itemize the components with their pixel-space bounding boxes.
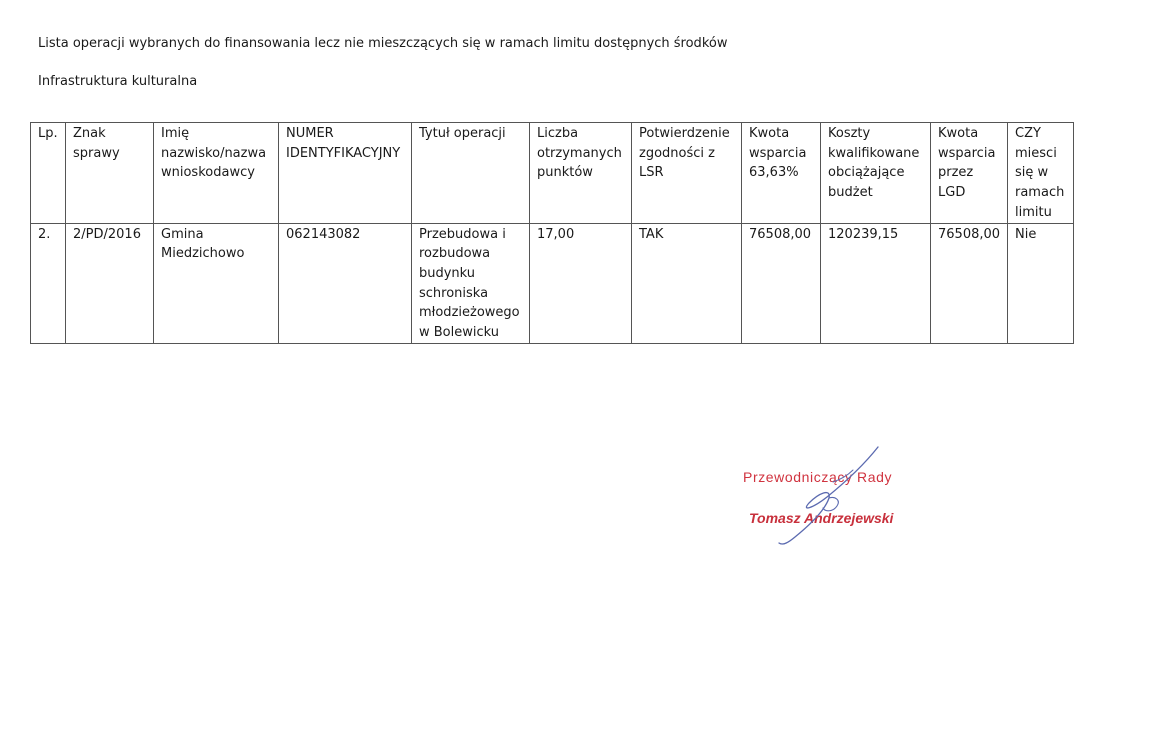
cell-kwota-wsparcia-lgd: 76508,00 [931,223,1008,343]
header-liczba-punktow: Liczba otrzymanych punktów [530,123,632,224]
cell-liczba-punktow: 17,00 [530,223,632,343]
header-wnioskodawca: Imię nazwisko/nazwa wnioskodawcy [154,123,279,224]
cell-koszty-kwalifikowane: 120239,15 [821,223,931,343]
header-tytul-operacji: Tytuł operacji [412,123,530,224]
cell-znak-sprawy: 2/PD/2016 [66,223,154,343]
cell-zgodnosc-lsr: TAK [632,223,742,343]
stamp-name: Tomasz Andrzejewski [749,510,894,526]
header-numer-identyfikacyjny: NUMER IDENTYFIKACYJNY [279,123,412,224]
cell-kwota-wsparcia: 76508,00 [742,223,821,343]
cell-numer-identyfikacyjny: 062143082 [279,223,412,343]
table-row [31,223,1074,343]
cell-wnioskodawca: Gmina Miedzichowo [154,223,279,343]
header-kwota-wsparcia-lgd: Kwota wsparcia przez LGD [931,123,1008,224]
handwritten-signature [735,440,935,550]
cell-lp: 2. [31,223,66,343]
stamp-role: Przewodniczący Rady [743,469,893,485]
document-subtitle: Infrastruktura kulturalna [38,74,198,89]
header-lp: Lp. [31,123,66,224]
cell-w-limicie: Nie [1008,223,1074,343]
header-w-limicie: CZY miesci się w ramach limitu [1008,123,1074,224]
document-title: Lista operacji wybranych do finansowania lecz nie mieszczących się w ramach limitu dostępnych środków [38,36,728,51]
operations-table [30,122,1074,344]
signature-stamp [735,440,935,550]
header-koszty-kwalifikowane: Koszty kwalifikowane obciążające budżet [821,123,931,224]
header-zgodnosc-lsr: Potwierdzenie zgodności z LSR [632,123,742,224]
header-kwota-wsparcia: Kwota wsparcia 63,63% [742,123,821,224]
header-znak-sprawy: Znak sprawy [66,123,154,224]
table-header-row [31,123,1074,224]
cell-tytul-operacji: Przebudowa i rozbudowa budynku schroniska młodzieżowego w Bolewicku [412,223,530,343]
